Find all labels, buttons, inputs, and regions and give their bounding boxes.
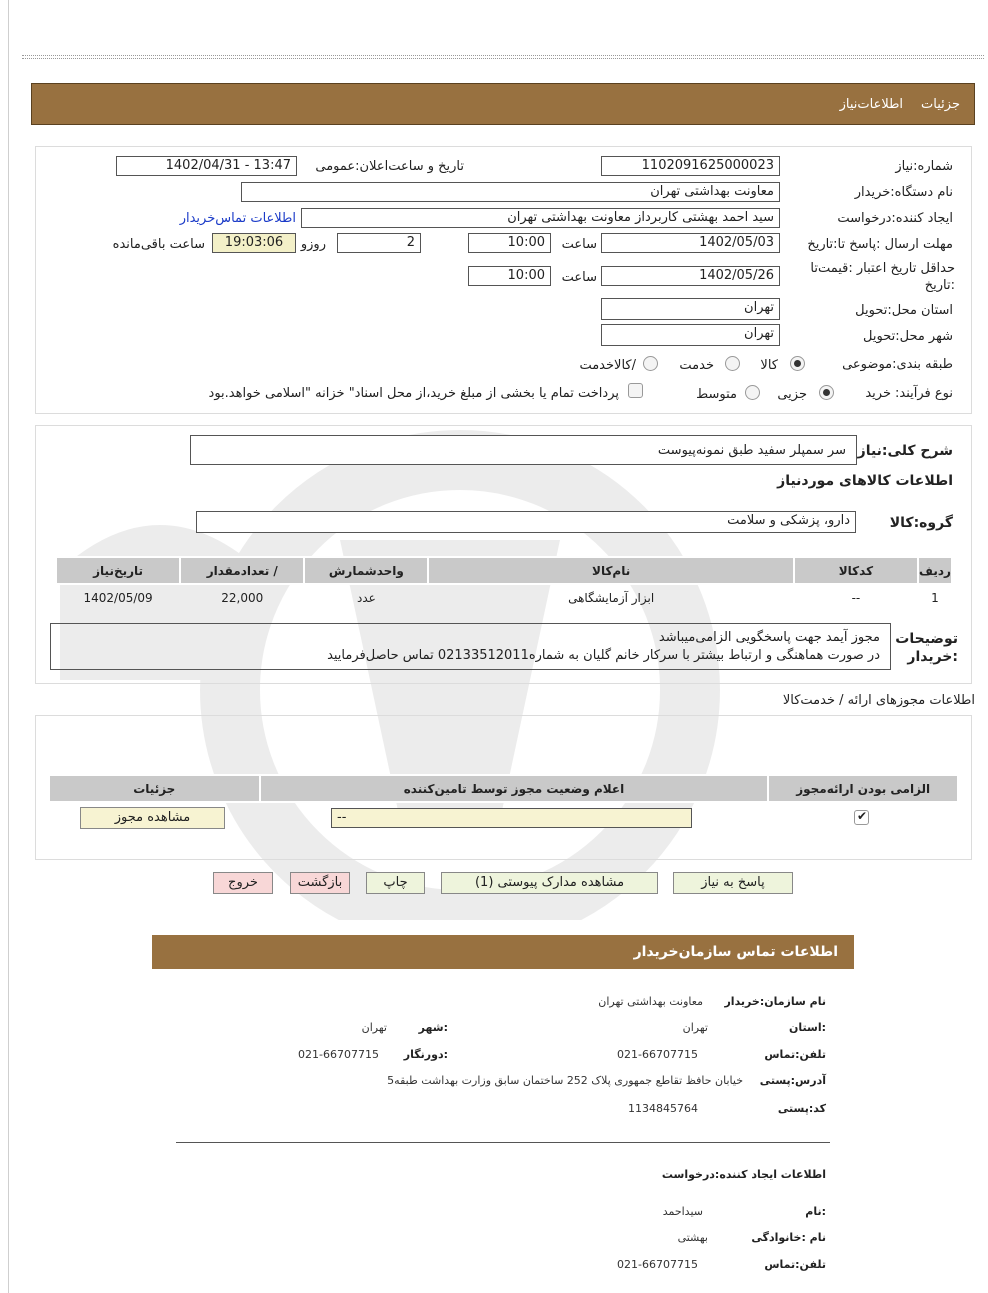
col-code: کدکالا — [794, 557, 918, 584]
contact-phone-value: 021-66707715 — [617, 1048, 698, 1061]
table-row — [56, 584, 952, 610]
back-button[interactable]: بازگشت — [290, 872, 350, 894]
cell-name: ابزار آزمایشگاهی — [568, 590, 655, 605]
contact-org-label: نام سازمان:خریدار — [724, 995, 826, 1008]
validity-date-field: 1402/05/26 — [601, 266, 780, 286]
cell-code: -- — [851, 590, 861, 605]
category-both-radio[interactable] — [643, 356, 658, 371]
buyer-notes-label: توضیحات :خریدار — [895, 631, 958, 665]
process-minor-label: جزیی — [777, 387, 807, 402]
creator-name-value: سیداحمد — [662, 1205, 703, 1218]
contact-city-value: تهران — [361, 1021, 387, 1034]
days-label: روزو — [300, 237, 326, 252]
city-label: شهر محل:تحویل — [863, 329, 953, 344]
items-table — [55, 556, 953, 610]
permit-required-checkbox[interactable] — [854, 810, 869, 825]
category-both-label: /کالاخدمت — [579, 358, 636, 373]
creator-label: ایجاد کننده:درخواست — [837, 211, 953, 226]
days-field: 2 — [337, 233, 421, 253]
print-button[interactable]: چاپ — [366, 872, 425, 894]
creator-name-label: :نام — [805, 1205, 826, 1218]
top-dotted-divider — [22, 55, 984, 59]
contact-address-label: آدرس:پستی — [759, 1074, 826, 1087]
announce-field: 1402/04/31 - 13:47 — [116, 156, 297, 176]
deadline-label: مهلت ارسال :پاسخ تا:تاریخ — [807, 237, 953, 252]
validity-label: حداقل تاریخ اعتبار :قیمت‌تا :تاریخ — [810, 261, 955, 293]
announce-label: تاریخ و ساعت‌اعلان:عمومی — [315, 159, 464, 174]
buyer-contact-link[interactable]: اطلاعات تماس‌خریدار — [179, 211, 296, 226]
contact-address-value: خیابان حافظ تقاطع جمهوری پلاک 252 ساختمان سابق وزارت بهداشت طبقه5 — [387, 1074, 743, 1087]
process-label: نوع فرآیند: — [895, 386, 953, 401]
creator-info-title: اطلاعات ایجاد کننده:درخواست — [661, 1168, 826, 1181]
category-service-radio[interactable] — [725, 356, 740, 371]
col-permit-required: الزامی بودن ارائه‌مجوز — [768, 775, 958, 802]
exit-button[interactable]: خروج — [213, 872, 273, 894]
province-label: استان محل:تحویل — [855, 303, 953, 318]
tab-need-info[interactable]: اطلاعات‌نیاز — [839, 96, 904, 112]
cell-need-date: 1402/05/09 — [83, 590, 153, 605]
deadline-date-field: 1402/05/03 — [601, 233, 780, 253]
process-minor-radio[interactable] — [819, 385, 834, 400]
col-permit-details: جزئیات — [49, 775, 260, 802]
remaining-time-field: 19:03:06 — [212, 233, 296, 253]
treasury-payment-checkbox[interactable] — [628, 383, 643, 398]
deadline-time-label: ساعت — [561, 237, 597, 252]
creator-family-value: بهشتی — [677, 1231, 708, 1244]
city-field: تهران — [601, 324, 780, 346]
general-desc-field: سر سمپلر سفید طبق نمونه‌پیوست — [190, 435, 857, 465]
contact-fax-label: :دورنگار — [403, 1048, 448, 1061]
view-attachments-button[interactable]: مشاهده مدارک پیوستی (1) — [441, 872, 658, 894]
creator-field: سید احمد بهشتی کاربرداز معاونت بهداشتی تهران — [301, 208, 780, 228]
creator-family-label: نام :خانوادگی — [751, 1231, 826, 1244]
buyer-notes-line-2: در صورت هماهنگی و ارتباط بیشتر با سرکار خانم گلیان به شماره02133512011 تماس حاصل‌فرمایید — [327, 648, 880, 663]
col-permit-status: اعلام وضعیت مجوز توسط تامین‌کننده — [260, 775, 769, 802]
page-header-bar — [31, 83, 975, 125]
treasury-payment-note: پرداخت تمام یا بخشی از مبلغ خرید،از محل اسناد" خزانه "اسلامی خواهد.بود — [208, 386, 619, 401]
permit-status-field[interactable]: -- — [331, 808, 692, 828]
contact-postal-label: کد:پستی — [777, 1102, 826, 1115]
creator-phone-value: 021-66707715 — [617, 1258, 698, 1271]
tab-details[interactable]: جزئیات — [921, 96, 960, 112]
col-need-date: تاریخ‌نیاز — [56, 557, 180, 584]
need-number-field: 1102091625000023 — [601, 156, 780, 176]
category-goods-radio[interactable] — [790, 356, 805, 371]
category-label: طبقه بندی:موضوعی — [842, 357, 953, 372]
contact-org-value: معاونت بهداشتی تهران — [598, 995, 703, 1008]
contact-fax-value: 021-66707715 — [298, 1048, 379, 1061]
goods-info-title: اطلاعات کالاهای موردنیاز — [777, 473, 953, 489]
process-medium-radio[interactable] — [745, 385, 760, 400]
buyer-notes-line-1: مجوز آیمد جهت پاسخگویی الزامی‌میباشد — [658, 630, 880, 645]
permits-title: اطلاعات مجوزهای ارائه / خدمت‌کالا — [782, 693, 975, 708]
col-quantity: / تعدادمقدار — [180, 557, 304, 584]
cell-row: 1 — [931, 590, 939, 605]
buyer-notes-box — [50, 623, 891, 670]
check-icon: ✔ — [857, 809, 868, 823]
contact-province-label: :استان — [789, 1021, 826, 1034]
left-rule — [8, 0, 9, 1293]
contact-province-value: تهران — [682, 1021, 708, 1034]
validity-time-label: ساعت — [561, 270, 597, 285]
view-permit-button[interactable]: مشاهده مجوز — [80, 807, 225, 829]
creator-phone-label: تلفن:تماس — [764, 1258, 826, 1271]
cell-unit: عدد — [356, 590, 376, 605]
contact-phone-label: تلفن:تماس — [764, 1048, 826, 1061]
category-goods-label: کالا — [760, 358, 778, 373]
deadline-time-field: 10:00 — [468, 233, 551, 253]
process-medium-label: متوسط — [696, 387, 737, 402]
buyer-org-label: نام دستگاه:خریدار — [854, 185, 953, 200]
contact-postal-value: 1134845764 — [628, 1102, 698, 1115]
province-field: تهران — [601, 298, 780, 320]
general-desc-label: شرح کلی:نیاز — [857, 443, 953, 459]
process-buy-label: خرید — [865, 386, 891, 401]
col-row: ردیف — [918, 557, 952, 584]
col-unit: واحدشمارش — [304, 557, 428, 584]
reply-to-need-button[interactable]: پاسخ به نیاز — [673, 872, 793, 894]
need-number-label: شماره:نیاز — [895, 159, 953, 174]
buyer-contact-title-bar: اطلاعات تماس سازمان‌خریدار — [152, 935, 854, 969]
cell-quantity: 22,000 — [221, 590, 264, 605]
contact-separator — [176, 1142, 830, 1143]
goods-group-field: دارو، پزشکی و سلامت — [196, 511, 856, 533]
col-name: نام‌کالا — [428, 557, 793, 584]
goods-group-label: گروه:کالا — [889, 515, 953, 531]
validity-time-field: 10:00 — [468, 266, 551, 286]
category-service-label: خدمت — [679, 358, 714, 373]
buyer-org-field: معاونت بهداشتی تهران — [241, 182, 780, 202]
contact-city-label: :شهر — [418, 1021, 448, 1034]
remaining-label: ساعت باقی‌مانده — [112, 237, 205, 252]
